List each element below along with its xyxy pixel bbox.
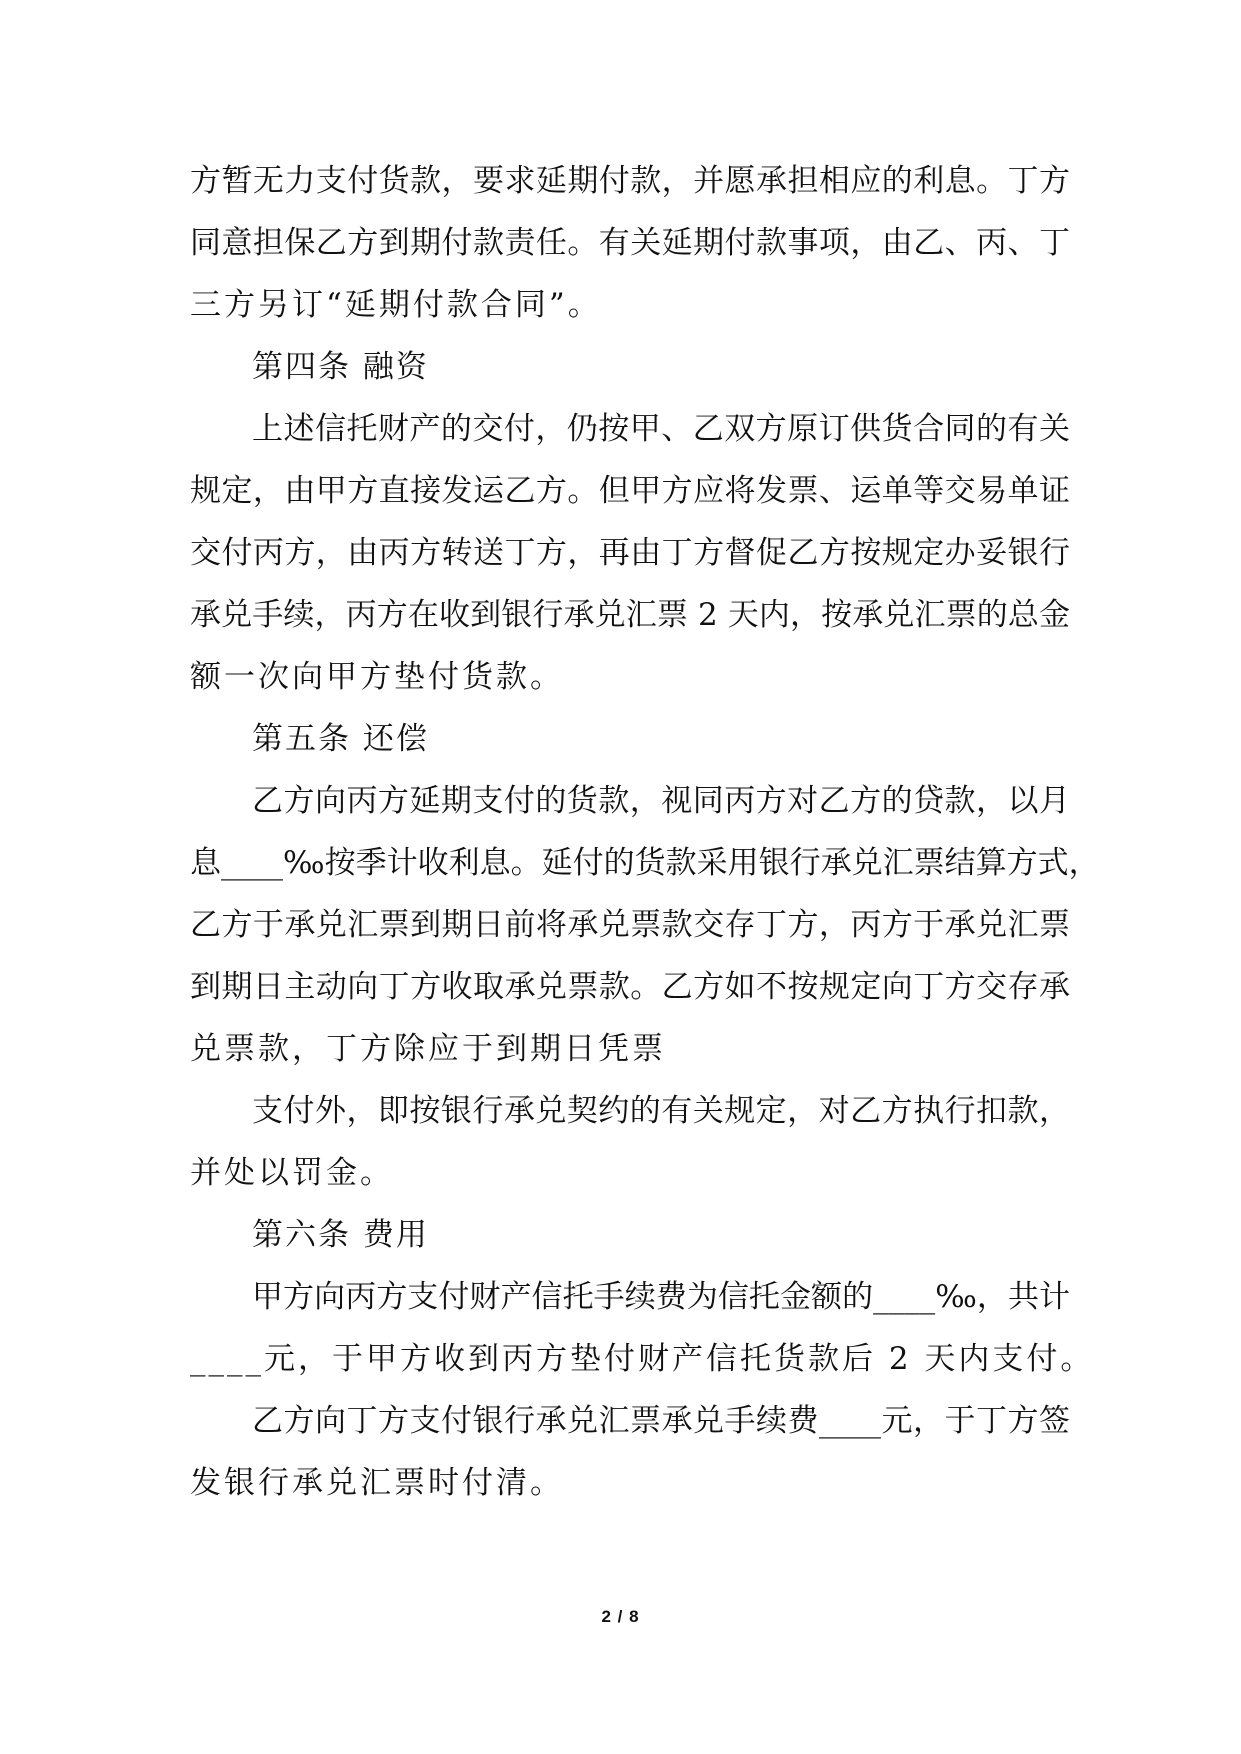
paragraph-line: 并处以罚金。	[190, 1155, 394, 1191]
article-heading: 第五条 还偿	[252, 721, 429, 757]
paragraph-line: 乙方向丁方支付银行承兑汇票承兑手续费____元，于丁方签	[252, 1403, 1070, 1439]
paragraph-line: 同意担保乙方到期付款责任。有关延期付款事项，由乙、丙、丁	[190, 225, 1070, 261]
paragraph-line: 发银行承兑汇票时付清。	[190, 1465, 564, 1501]
paragraph-line: 额一次向甲方垫付货款。	[190, 659, 564, 695]
article-heading: 第四条 融资	[252, 349, 429, 385]
article-heading: 第六条 费用	[252, 1217, 429, 1253]
paragraph-line: 息____‰按季计收利息。延付的货款采用银行承兑汇票结算方式，	[190, 845, 1100, 881]
paragraph-line: ____元，于甲方收到丙方垫付财产信托货款后 2 天内支付。	[190, 1341, 1095, 1377]
paragraph-line: 甲方向丙方支付财产信托手续费为信托金额的____‰，共计	[252, 1279, 1070, 1315]
paragraph-line: 承兑手续，丙方在收到银行承兑汇票 2 天内，按承兑汇票的总金	[190, 597, 1070, 633]
paragraph-line: 乙方向丙方延期支付的货款，视同丙方对乙方的贷款，以月	[252, 783, 1070, 819]
paragraph-line: 支付外，即按银行承兑契约的有关规定，对乙方执行扣款，	[252, 1093, 1070, 1129]
page-number: 2 / 8	[601, 1607, 640, 1626]
document-body	[190, 150, 1100, 1514]
paragraph-line: 规定，由甲方直接发运乙方。但甲方应将发票、运单等交易单证	[190, 473, 1070, 509]
paragraph-line: 乙方于承兑汇票到期日前将承兑票款交存丁方，丙方于承兑汇票	[190, 907, 1070, 943]
paragraph-line: 到期日主动向丁方收取承兑票款。乙方如不按规定向丁方交存承	[190, 969, 1070, 1005]
paragraph-line: 三方另订“延期付款合同”。	[190, 287, 602, 323]
paragraph-line: 方暂无力支付货款，要求延期付款，并愿承担相应的利息。丁方	[190, 163, 1070, 199]
paragraph-line: 交付丙方，由丙方转送丁方，再由丁方督促乙方按规定办妥银行	[190, 535, 1070, 571]
paragraph-line: 兑票款，丁方除应于到期日凭票	[190, 1031, 666, 1067]
paragraph-line: 上述信托财产的交付，仍按甲、乙双方原订供货合同的有关	[252, 411, 1070, 447]
